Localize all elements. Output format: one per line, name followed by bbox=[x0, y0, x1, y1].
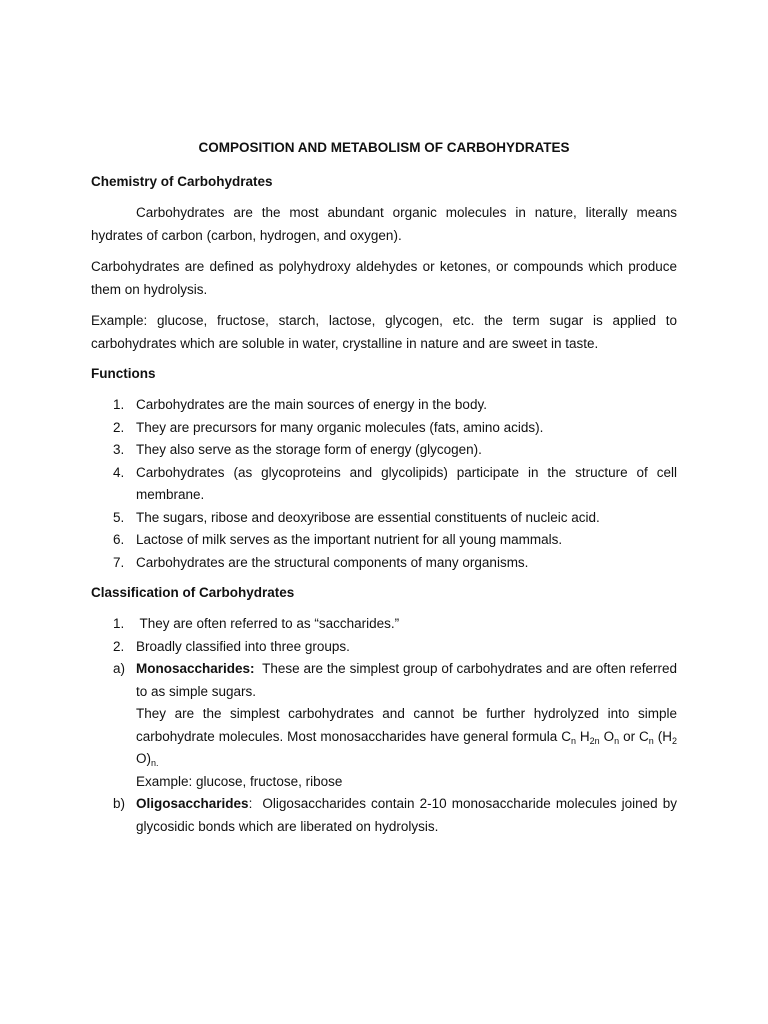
list-number: 6. bbox=[113, 532, 125, 547]
formula-subscript: 2n bbox=[589, 735, 600, 746]
list-item bbox=[91, 439, 677, 462]
classification-list bbox=[91, 613, 681, 838]
formula-text: H bbox=[579, 728, 590, 744]
formula-subscript: n bbox=[648, 735, 654, 746]
list-item bbox=[91, 417, 677, 440]
formula-text: O) bbox=[136, 751, 151, 766]
list-item bbox=[91, 636, 677, 659]
list-number: 1. bbox=[113, 616, 125, 631]
chemistry-heading: Chemistry of Carbohydrates bbox=[91, 174, 273, 189]
monosaccharides-text: These are the simplest group of carbohydrates and are often referred to as simple sugars. bbox=[136, 661, 681, 699]
list-item-text: Broadly classified into three groups. bbox=[136, 638, 350, 654]
list-item bbox=[91, 507, 677, 530]
oligosaccharides-text: : Oligosaccharides contain 2-10 monosaccharide molecules joined by glycosidic bonds which are liberated on hydrolysis. bbox=[136, 796, 681, 834]
document-title: COMPOSITION AND METABOLISM OF CARBOHYDRATES bbox=[198, 140, 570, 155]
functions-list bbox=[91, 394, 677, 574]
list-item bbox=[91, 613, 677, 636]
list-number: 2. bbox=[113, 419, 125, 435]
monosaccharides-formula-paragraph bbox=[136, 703, 677, 771]
list-number: 7. bbox=[113, 554, 125, 570]
chemistry-paragraph-1: Carbohydrates are the most abundant organic molecules in nature, literally means hydrates of carbon (carbon, hydrogen, and oxygen). bbox=[91, 205, 677, 243]
list-item bbox=[91, 462, 677, 507]
list-item bbox=[91, 394, 677, 417]
list-number: 1. bbox=[113, 397, 125, 412]
list-item-text: Lactose of milk serves as the important nutrient for all young mammals. bbox=[136, 532, 563, 547]
list-item-monosaccharides bbox=[91, 658, 681, 793]
functions-heading: Functions bbox=[91, 366, 156, 381]
list-letter: b) bbox=[113, 796, 126, 811]
oligosaccharides-term: Oligosaccharides bbox=[136, 796, 249, 811]
list-item-text: They also serve as the storage form of energy (glycogen). bbox=[136, 442, 482, 457]
document-page bbox=[91, 138, 681, 847]
monosaccharides-definition bbox=[136, 658, 681, 703]
formula-text: (H bbox=[657, 728, 672, 744]
formula-subscript: n bbox=[614, 735, 620, 746]
list-item-text: Carbohydrates are the structural components of many organisms. bbox=[136, 554, 529, 570]
list-item-text: They are precursors for many organic molecules (fats, amino acids). bbox=[136, 419, 544, 435]
formula-text: or C bbox=[623, 728, 649, 744]
formula-intro-text: They are the simplest carbohydrates and cannot be further hydrolyzed into simple carbohydrate molecules. Most monosaccharides have general formula C bbox=[136, 706, 677, 744]
oligosaccharides-definition bbox=[136, 793, 681, 838]
chemistry-paragraph-3: Example: glucose, fructose, starch, lactose, glycogen, etc. the term sugar is applied to carbohydrates which are soluble in water, crystalline in nature and are sweet in taste. bbox=[91, 313, 677, 351]
list-number: 2. bbox=[113, 638, 125, 654]
list-item-text: They are often referred to as “saccharides.” bbox=[136, 616, 400, 631]
list-item bbox=[91, 552, 677, 575]
list-letter: a) bbox=[113, 661, 126, 676]
list-number: 4. bbox=[113, 464, 125, 480]
list-item-text: Carbohydrates are the main sources of energy in the body. bbox=[136, 397, 487, 412]
list-item-oligosaccharides bbox=[91, 793, 681, 838]
list-item-text: Carbohydrates (as glycoproteins and glycolipids) participate in the structure of cell membrane. bbox=[136, 464, 677, 502]
list-number: 3. bbox=[113, 442, 125, 457]
list-item-text: The sugars, ribose and deoxyribose are essential constituents of nucleic acid. bbox=[136, 509, 600, 525]
formula-subscript: 2 bbox=[671, 735, 677, 746]
monosaccharides-example: Example: glucose, fructose, ribose bbox=[136, 773, 343, 789]
list-number: 5. bbox=[113, 509, 125, 525]
chemistry-paragraph-2: Carbohydrates are defined as polyhydroxy aldehydes or ketones, or compounds which produce them on hydrolysis. bbox=[91, 259, 677, 297]
formula-subscript: n bbox=[570, 735, 576, 746]
monosaccharides-term: Monosaccharides: bbox=[136, 661, 255, 676]
list-item bbox=[91, 529, 677, 552]
formula-subscript: n. bbox=[151, 758, 159, 768]
classification-heading: Classification of Carbohydrates bbox=[91, 585, 295, 600]
formula-text: O bbox=[599, 728, 615, 744]
